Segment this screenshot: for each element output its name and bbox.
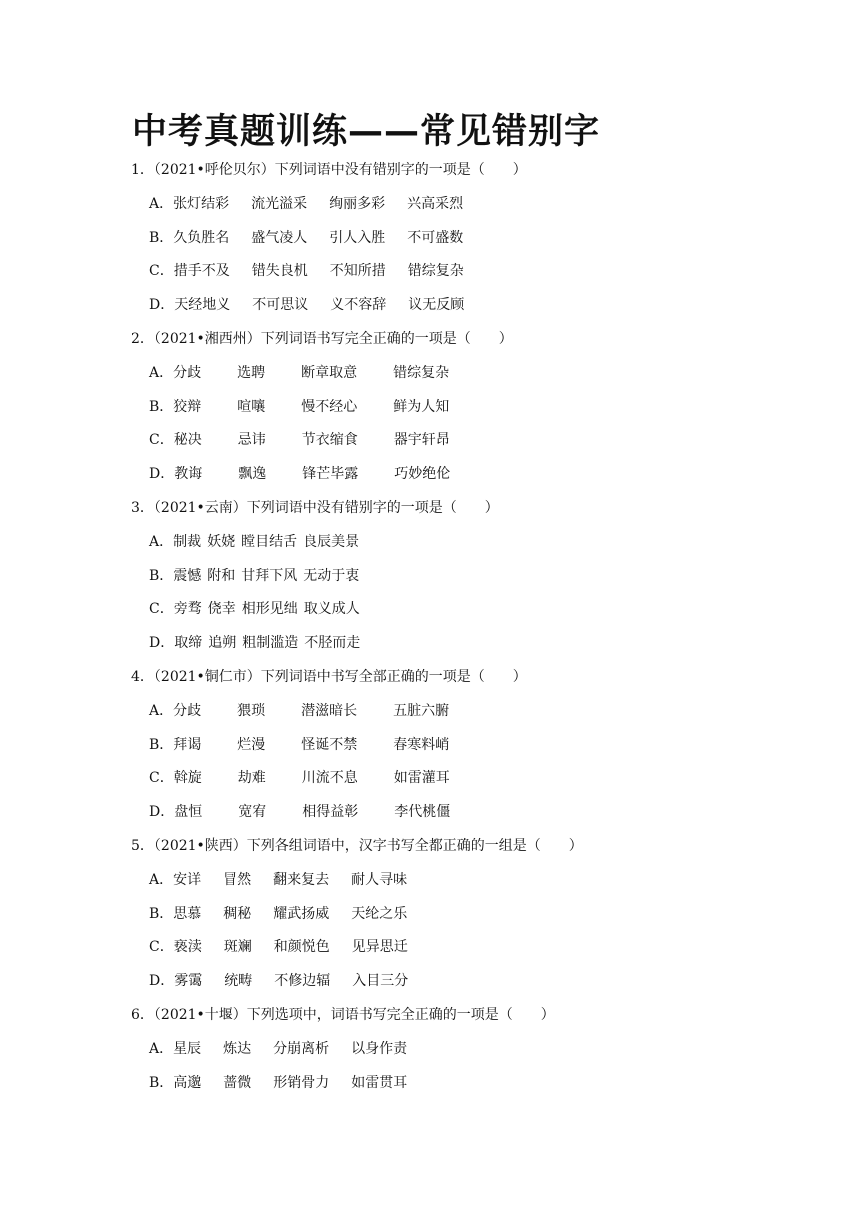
option-word: 川流不息 <box>301 770 358 787</box>
answer-option <box>131 188 831 222</box>
option-word: 妖娆 <box>207 533 236 550</box>
option-word: 盛气凌人 <box>251 229 308 246</box>
option-word: 鲜为人知 <box>393 398 450 415</box>
answer-option <box>131 458 831 492</box>
option-label: C． <box>149 601 174 618</box>
answer-option <box>131 593 831 627</box>
answer-option <box>131 796 831 830</box>
option-label: D． <box>149 466 175 483</box>
option-label: B． <box>149 905 174 922</box>
question-stem: 3．（2021•云南）下列词语中没有错别字的一项是（ ） <box>131 499 499 516</box>
option-word: 狡辩 <box>173 398 202 415</box>
option-label: C． <box>149 770 174 787</box>
option-word: 错综复杂 <box>393 364 450 381</box>
option-word: 侥幸 <box>207 601 236 618</box>
answer-option <box>131 255 831 289</box>
answer-option <box>131 729 831 763</box>
option-word: 教诲 <box>174 466 203 483</box>
option-word: 忌讳 <box>237 432 266 449</box>
option-word: 喧嚷 <box>237 398 266 415</box>
option-word: 兴高采烈 <box>407 195 464 212</box>
option-word: 取义成人 <box>303 601 360 618</box>
option-word: 潜滋暗长 <box>301 702 358 719</box>
option-word: 良辰美景 <box>303 533 360 550</box>
option-word: 无动于衷 <box>303 567 360 584</box>
option-word: 分歧 <box>173 364 202 381</box>
option-word: 炼达 <box>223 1040 252 1057</box>
option-label: D． <box>149 804 175 821</box>
question-stem: 5．（2021•陕西）下列各组词语中，汉字书写全都正确的一组是（ ） <box>131 837 583 854</box>
answer-option <box>131 526 831 560</box>
option-label: B． <box>149 736 174 753</box>
answer-option <box>131 560 831 594</box>
option-word: 不可盛数 <box>407 229 464 246</box>
option-word: 错失良机 <box>251 263 308 280</box>
answer-option <box>131 391 831 425</box>
option-word: 不知所措 <box>329 263 386 280</box>
option-label: D． <box>149 297 175 314</box>
option-word: 取缔 <box>174 635 203 652</box>
answer-option <box>131 695 831 729</box>
option-word: 如雷灌耳 <box>393 770 450 787</box>
option-word: 相得益彰 <box>302 804 359 821</box>
option-word: 锋芒毕露 <box>302 466 359 483</box>
option-label: A． <box>149 702 174 719</box>
option-word: 稠秘 <box>223 905 252 922</box>
option-word: 不修边辐 <box>274 973 331 990</box>
option-word: 震憾 <box>173 567 202 584</box>
option-word: 飘逸 <box>238 466 267 483</box>
question-stem: 1．（2021•呼伦贝尔）下列词语中没有错别字的一项是（ ） <box>131 162 527 178</box>
option-label: C． <box>149 432 174 449</box>
option-word: 追朔 <box>208 635 237 652</box>
answer-option <box>131 965 831 999</box>
answer-option <box>131 424 831 458</box>
answer-option <box>131 898 831 932</box>
option-word: 猥琐 <box>237 702 266 719</box>
option-word: 相形见绌 <box>241 601 298 618</box>
option-word: 五脏六腑 <box>393 702 450 719</box>
option-word: 劫难 <box>237 770 266 787</box>
option-word: 宽宥 <box>238 804 267 821</box>
option-label: B． <box>149 398 174 415</box>
option-word: 巧妙绝伦 <box>394 466 451 483</box>
answer-option <box>131 627 831 661</box>
answer-option <box>131 864 831 898</box>
option-label: A． <box>149 364 174 381</box>
option-word: 怪诞不禁 <box>301 736 358 753</box>
answer-option <box>131 1067 831 1101</box>
option-label: A． <box>149 1040 174 1057</box>
option-word: 粗制滥造 <box>242 635 299 652</box>
option-word: 斡旋 <box>173 770 202 787</box>
option-word: 天纶之乐 <box>351 905 408 922</box>
option-word: 甘拜下风 <box>241 567 298 584</box>
option-word: 选聘 <box>237 364 266 381</box>
option-word: 耀武扬威 <box>273 905 330 922</box>
option-word: 分歧 <box>173 702 202 719</box>
option-word: 如雷贯耳 <box>351 1074 408 1091</box>
option-label: A． <box>149 871 174 888</box>
option-label: C． <box>149 263 174 280</box>
option-word: 义不容辞 <box>330 297 387 314</box>
option-word: 耐人寻味 <box>351 871 408 888</box>
option-word: 绚丽多彩 <box>329 195 386 212</box>
option-word: 断章取意 <box>301 364 358 381</box>
option-word: 入目三分 <box>352 973 409 990</box>
answer-option <box>131 931 831 965</box>
answer-option <box>131 289 831 323</box>
option-word: 制裁 <box>173 533 202 550</box>
option-word: 烂漫 <box>237 736 266 753</box>
option-word: 分崩离析 <box>273 1040 330 1057</box>
answer-option <box>131 762 831 796</box>
option-word: 雾霭 <box>174 973 203 990</box>
option-word: 亵渎 <box>173 939 202 956</box>
option-word: 蔷微 <box>223 1074 252 1091</box>
answer-option <box>131 1033 831 1067</box>
option-word: 不胫而走 <box>304 635 361 652</box>
option-label: A． <box>149 533 174 550</box>
option-word: 附和 <box>207 567 236 584</box>
option-word: 议无反顾 <box>408 297 465 314</box>
option-word: 秘决 <box>173 432 202 449</box>
option-word: 节衣缩食 <box>301 432 358 449</box>
option-label: B． <box>149 567 174 584</box>
option-word: 措手不及 <box>173 263 230 280</box>
option-word: 和颜悦色 <box>273 939 330 956</box>
option-word: 以身作责 <box>351 1040 408 1057</box>
option-word: 思慕 <box>173 905 202 922</box>
question-list <box>131 154 831 1100</box>
option-word: 统畴 <box>224 973 253 990</box>
option-word: 不可思议 <box>252 297 309 314</box>
option-word: 久负胜名 <box>173 229 230 246</box>
option-word: 旁骛 <box>173 601 202 618</box>
option-label: C． <box>149 939 174 956</box>
option-word: 拜谒 <box>173 736 202 753</box>
option-word: 张灯结彩 <box>173 195 230 212</box>
answer-option <box>131 222 831 256</box>
option-word: 翻来复去 <box>273 871 330 888</box>
page-title: 中考真题训练——常见错别字 <box>132 112 601 152</box>
option-word: 安详 <box>173 871 202 888</box>
option-word: 慢不经心 <box>301 398 358 415</box>
option-word: 李代桃僵 <box>394 804 451 821</box>
question-stem: 2．（2021•湘西州）下列词语书写完全正确的一项是（ ） <box>131 330 513 347</box>
option-word: 流光溢采 <box>251 195 308 212</box>
question-stem: 6．（2021•十堰）下列选项中，词语书写完全正确的一项是（ ） <box>131 1006 555 1023</box>
question-stem: 4．（2021•铜仁市）下列词语中书写全部正确的一项是（ ） <box>131 668 527 685</box>
answer-option <box>131 357 831 391</box>
option-word: 斑斓 <box>223 939 252 956</box>
option-label: D． <box>149 635 175 652</box>
option-word: 春寒料峭 <box>393 736 450 753</box>
option-label: B． <box>149 229 174 246</box>
option-word: 引人入胜 <box>329 229 386 246</box>
option-label: A． <box>149 195 174 212</box>
option-word: 见异思迁 <box>351 939 408 956</box>
option-word: 冒然 <box>223 871 252 888</box>
option-word: 天经地义 <box>174 297 231 314</box>
option-word: 星辰 <box>173 1040 202 1057</box>
option-word: 盘恒 <box>174 804 203 821</box>
option-label: B． <box>149 1074 174 1091</box>
option-word: 错综复杂 <box>407 263 464 280</box>
option-word: 形销骨力 <box>273 1074 330 1091</box>
option-word: 高邈 <box>173 1074 202 1091</box>
option-word: 瞠目结舌 <box>241 533 298 550</box>
option-label: D． <box>149 973 175 990</box>
option-word: 器宇轩昂 <box>393 432 450 449</box>
